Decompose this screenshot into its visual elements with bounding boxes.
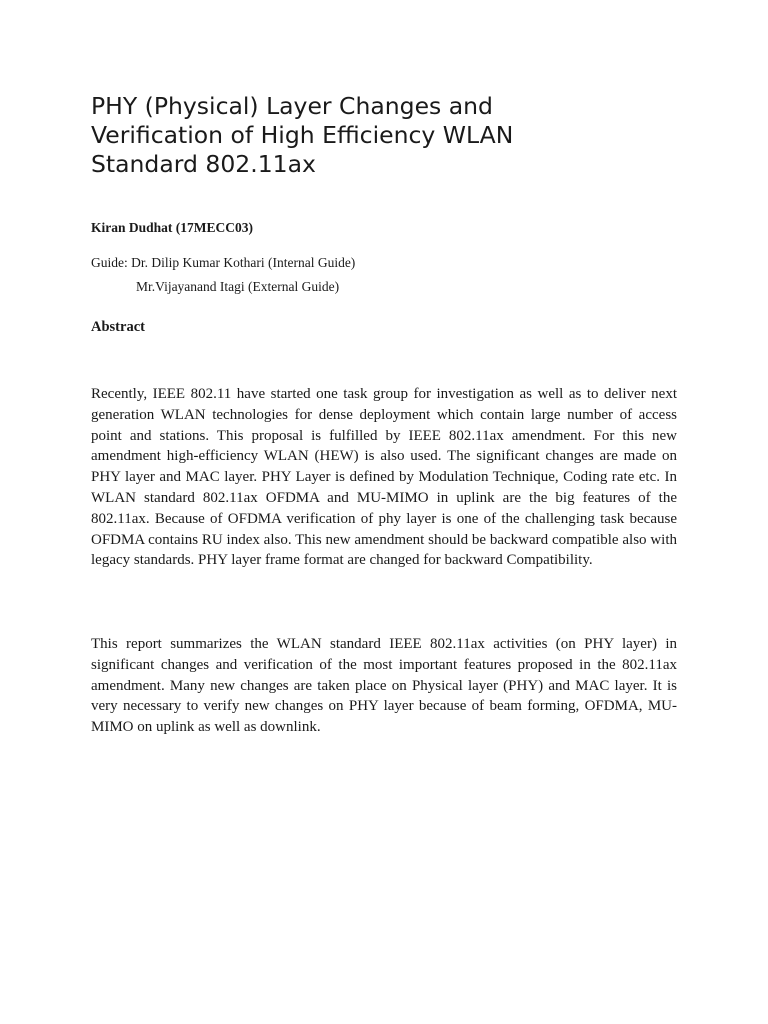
paper-title-line-3: Standard 802.11ax xyxy=(91,150,316,178)
abstract-paragraph-2: This report summarizes the WLAN standard IEEE 802.11ax activities (on PHY layer) in significant changes and verification of the most important features proposed in the 802.11ax amendment. Many new changes are taken place on Physical layer (PHY) and MAC layer. It is very necessary to verify new changes on PHY layer because of beam forming, OFDMA, MU-MIMO on uplink as well as downlink. xyxy=(91,636,677,736)
internal-guide: Guide: Dr. Dilip Kumar Kothari (Internal Guide) xyxy=(91,255,356,270)
paper-title-line-1: PHY (Physical) Layer Changes and xyxy=(91,92,493,120)
author-name: Kiran Dudhat (17MECC03) xyxy=(91,220,254,235)
abstract-heading: Abstract xyxy=(91,319,145,335)
external-guide: Mr.Vijayanand Itagi (External Guide) xyxy=(136,279,340,294)
abstract-paragraph-1: Recently, IEEE 802.11 have started one task group for investigation as well as to deliver next generation WLAN technologies for dense deployment which contain large number of access point and stations. This proposal is fulfilled by IEEE 802.11ax amendment. For this new amendment high-efficiency WLAN (HEW) is also used. The significant changes are made on PHY layer and MAC layer. PHY Layer is defined by Modulation Technique, Coding rate etc. In WLAN standard 802.11ax OFDMA and MU-MIMO in uplink are the big features of the 802.11ax. Because of OFDMA verification of phy layer is one of the challenging task because OFDMA contains RU index also. This new amendment should be backward compatible also with legacy standards. PHY layer frame format are changed for backward Compatibility. xyxy=(91,386,677,569)
paper-title-line-2: Verification of High Efficiency WLAN xyxy=(91,121,514,149)
paper-title xyxy=(91,92,691,179)
